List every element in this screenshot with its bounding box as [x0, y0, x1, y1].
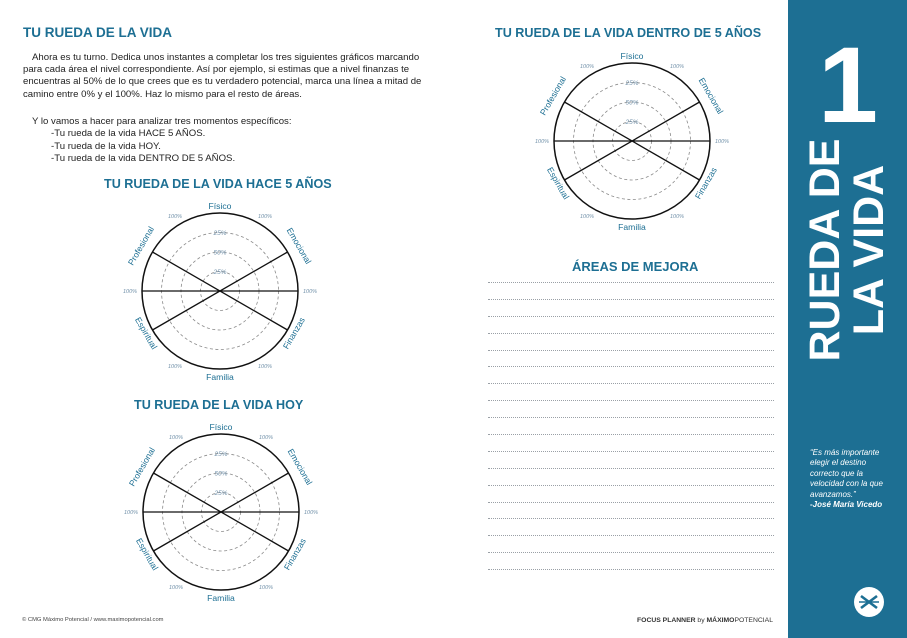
wheel-label-familia: Familia	[618, 222, 646, 232]
intro-text: Ahora es tu turno. Dedica unos instantes a completar los tres siguientes gráficos marcando para cada área el nivel correspondiente. Así por ejemplo, si estimas que a nivel finanzas te encuentras al 50% de lo que crees que es tu verdadero potencial, marca una línea a mitad de camino entre 0% y el 100%. Haz lo mismo para el resto de áreas.	[23, 52, 422, 100]
wheel-heading-hace-5-anos: TU RUEDA DE LA VIDA HACE 5 AÑOS	[104, 177, 332, 191]
footer-by: by	[697, 617, 705, 624]
wheel-scale-100: 100%	[579, 214, 595, 220]
wheel-scale-100: 100%	[168, 585, 184, 591]
writing-line[interactable]	[488, 383, 774, 384]
quote-author: -José María Vicedo	[810, 500, 883, 510]
wheel-scale-100: 100%	[167, 214, 183, 220]
wheel-scale-100: 100%	[257, 214, 273, 220]
maximo-potencial-logo-icon	[853, 586, 885, 618]
chapter-title-line2: LA VIDA	[845, 164, 893, 336]
wheel-scale-100: 100%	[122, 289, 138, 295]
wheel-scale-100: 100%	[257, 364, 273, 370]
areas-mejora-lines[interactable]	[488, 282, 774, 586]
page-title: TU RUEDA DE LA VIDA	[23, 25, 173, 40]
wheel-scale-100: 100%	[714, 139, 730, 145]
chapter-title	[803, 139, 891, 362]
sidebar	[788, 0, 907, 638]
wheel-scale-100: 100%	[167, 364, 183, 370]
writing-line[interactable]	[488, 333, 774, 334]
wheel-label-emocional: Emocional	[284, 225, 314, 266]
writing-line[interactable]	[488, 451, 774, 452]
writing-line[interactable]	[488, 400, 774, 401]
wheel-scale-100: 100%	[123, 510, 139, 516]
writing-line[interactable]	[488, 502, 774, 503]
wheel-label-emocional: Emocional	[285, 446, 315, 487]
moment-item: -Tu rueda de la vida HOY.	[51, 140, 161, 152]
wheel-label-profesional: Profesional	[125, 224, 157, 267]
footer-company: POTENCIAL	[734, 617, 773, 624]
writing-line[interactable]	[488, 366, 774, 367]
writing-line[interactable]	[488, 518, 774, 519]
wheel-scale-100: 100%	[303, 510, 319, 516]
wheel-label-familia: Familia	[206, 372, 234, 382]
wheel-scale-100: 100%	[168, 435, 184, 441]
wheel-label-profesional: Profesional	[126, 445, 158, 488]
wheel-scale-label: 25%	[625, 80, 639, 87]
wheel-scale-label: 50%	[213, 249, 227, 257]
areas-mejora-title: ÁREAS DE MEJORA	[572, 259, 699, 274]
writing-line[interactable]	[488, 468, 774, 469]
wheel-label-profesional: Profesional	[537, 74, 569, 117]
footer-brand-name: FOCUS PLANNER	[637, 617, 696, 624]
writing-line[interactable]	[488, 485, 774, 486]
wheel-scale-100: 100%	[302, 289, 318, 295]
wheel-label-finanzas: Finanzas	[281, 536, 308, 572]
wheel-scale-100: 100%	[669, 214, 685, 220]
wheel-label-familia: Familia	[207, 593, 235, 603]
wheel-scale-100: 100%	[258, 585, 274, 591]
writing-line[interactable]	[488, 350, 774, 351]
wheel-label-finanzas: Finanzas	[692, 165, 719, 201]
wheel-scale-label: 25%	[214, 451, 228, 458]
wheel-scale-label: 50%	[214, 470, 228, 478]
moments-intro: Y lo vamos a hacer para analizar tres momentos específicos:	[32, 116, 292, 127]
wheel-label-fisico: Físico	[209, 422, 233, 432]
writing-line[interactable]	[488, 316, 774, 317]
wheel-scale-100: 100%	[579, 64, 595, 70]
writing-line[interactable]	[488, 299, 774, 300]
chapter-number: 1	[817, 24, 879, 145]
wheel-scale-100: 100%	[669, 64, 685, 70]
wheel-scale-label: 25%	[625, 119, 639, 126]
moment-item: -Tu rueda de la vida HACE 5 AÑOS.	[51, 128, 206, 140]
wheel-label-espiritual: Espiritual	[132, 315, 160, 351]
wheel-label-fisico: Físico	[208, 201, 232, 211]
quote-text: “Es más importante elegir el destino correcto que la velocidad con la que avanzamos.”	[810, 448, 883, 499]
footer-company-bold: MÁXIMO	[706, 617, 735, 624]
wheel-label-fisico: Físico	[620, 51, 644, 61]
wheel-scale-100: 100%	[534, 139, 550, 145]
writing-line[interactable]	[488, 282, 774, 283]
wheel-label-espiritual: Espiritual	[544, 165, 572, 201]
wheel-heading-dentro-5-anos: TU RUEDA DE LA VIDA DENTRO DE 5 AÑOS	[495, 26, 762, 40]
wheel-label-finanzas: Finanzas	[280, 315, 307, 351]
writing-line[interactable]	[488, 417, 774, 418]
wheel-heading-hoy: TU RUEDA DE LA VIDA HOY	[134, 398, 304, 412]
wheel-scale-label: 25%	[214, 490, 228, 497]
wheel-scale-100: 100%	[258, 435, 274, 441]
wheel-label-espiritual: Espiritual	[133, 536, 161, 572]
wheel-label-emocional: Emocional	[696, 75, 726, 116]
wheel-scale-label: 25%	[213, 269, 227, 276]
wheel-scale-label: 50%	[625, 99, 639, 107]
writing-line[interactable]	[488, 535, 774, 536]
moment-item: -Tu rueda de la vida DENTRO DE 5 AÑOS.	[51, 153, 236, 165]
wheel-scale-label: 25%	[213, 230, 227, 237]
writing-line[interactable]	[488, 569, 774, 570]
quote	[810, 448, 890, 510]
footer-brand	[637, 617, 773, 624]
chapter-title-line1: RUEDA DE	[801, 138, 849, 362]
writing-line[interactable]	[488, 552, 774, 553]
writing-line[interactable]	[488, 434, 774, 435]
footer-copyright: © CMG Máximo Potencial / www.maximopotencial.com	[22, 617, 164, 623]
